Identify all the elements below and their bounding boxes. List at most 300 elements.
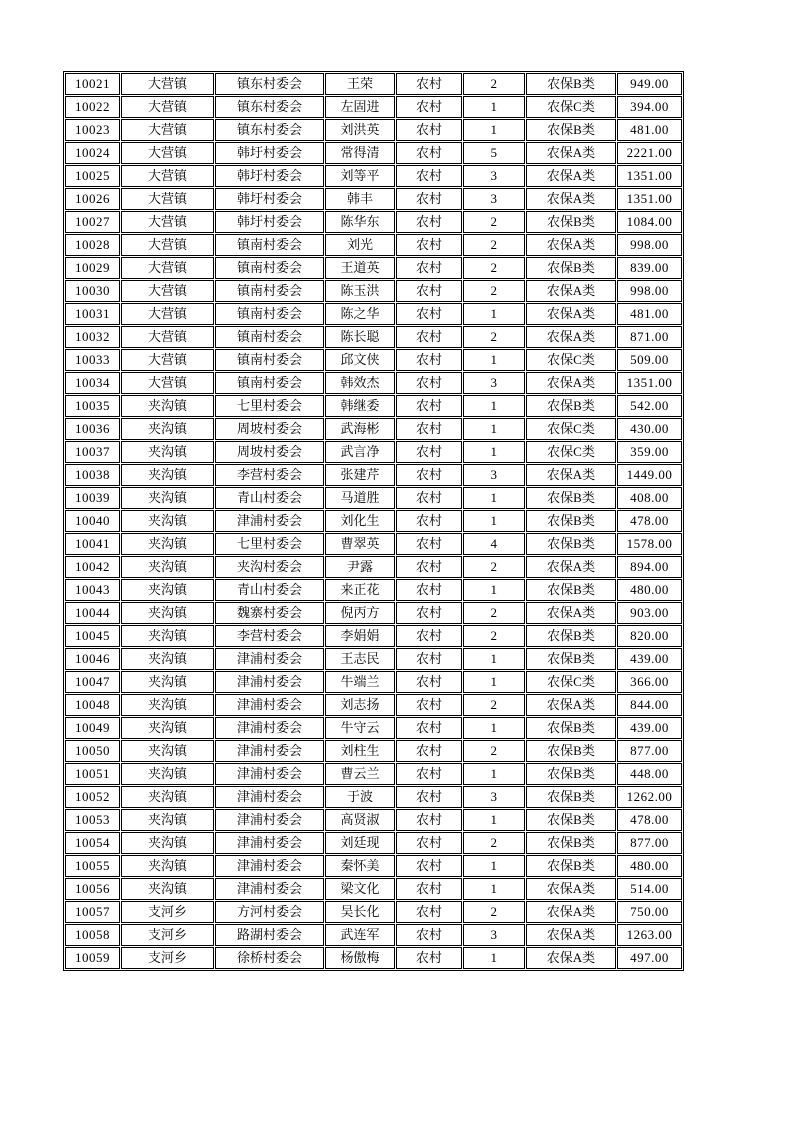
cell-town: 支河乡	[121, 947, 214, 969]
cell-town: 大营镇	[121, 96, 214, 118]
cell-village-committee: 津浦村委会	[215, 786, 324, 808]
cell-insurance-category: 农保C类	[526, 671, 616, 693]
cell-residence-type: 农村	[396, 487, 462, 509]
cell-serial-number: 10042	[65, 556, 120, 578]
cell-person-count: 2	[463, 234, 525, 256]
cell-amount: 903.00	[617, 602, 682, 624]
cell-residence-type: 农村	[396, 924, 462, 946]
cell-residence-type: 农村	[396, 533, 462, 555]
cell-amount: 478.00	[617, 510, 682, 532]
cell-village-committee: 镇南村委会	[215, 257, 324, 279]
cell-insurance-category: 农保C类	[526, 441, 616, 463]
cell-town: 夹沟镇	[121, 878, 214, 900]
cell-serial-number: 10037	[65, 441, 120, 463]
cell-insurance-category: 农保B类	[526, 763, 616, 785]
cell-person-name: 秦怀美	[325, 855, 395, 877]
cell-person-count: 1	[463, 648, 525, 670]
cell-village-committee: 七里村委会	[215, 395, 324, 417]
cell-amount: 448.00	[617, 763, 682, 785]
cell-serial-number: 10035	[65, 395, 120, 417]
cell-serial-number: 10058	[65, 924, 120, 946]
cell-residence-type: 农村	[396, 786, 462, 808]
cell-serial-number: 10055	[65, 855, 120, 877]
table-row	[65, 625, 682, 647]
cell-residence-type: 农村	[396, 234, 462, 256]
cell-person-count: 1	[463, 878, 525, 900]
cell-residence-type: 农村	[396, 349, 462, 371]
cell-residence-type: 农村	[396, 671, 462, 693]
cell-village-committee: 徐桥村委会	[215, 947, 324, 969]
cell-insurance-category: 农保B类	[526, 211, 616, 233]
cell-town: 支河乡	[121, 901, 214, 923]
table-row	[65, 671, 682, 693]
cell-person-name: 牛端兰	[325, 671, 395, 693]
cell-town: 大营镇	[121, 326, 214, 348]
cell-person-count: 2	[463, 257, 525, 279]
cell-village-committee: 津浦村委会	[215, 763, 324, 785]
cell-residence-type: 农村	[396, 901, 462, 923]
cell-residence-type: 农村	[396, 142, 462, 164]
cell-town: 夹沟镇	[121, 671, 214, 693]
cell-residence-type: 农村	[396, 211, 462, 233]
cell-residence-type: 农村	[396, 257, 462, 279]
cell-town: 夹沟镇	[121, 855, 214, 877]
cell-serial-number: 10028	[65, 234, 120, 256]
cell-village-committee: 津浦村委会	[215, 878, 324, 900]
cell-serial-number: 10044	[65, 602, 120, 624]
cell-town: 大营镇	[121, 119, 214, 141]
table-row	[65, 142, 682, 164]
cell-amount: 949.00	[617, 73, 682, 95]
cell-insurance-category: 农保B类	[526, 717, 616, 739]
cell-amount: 359.00	[617, 441, 682, 463]
cell-person-name: 韩效杰	[325, 372, 395, 394]
table-row	[65, 257, 682, 279]
cell-serial-number: 10025	[65, 165, 120, 187]
table-row	[65, 648, 682, 670]
cell-person-count: 1	[463, 947, 525, 969]
cell-residence-type: 农村	[396, 326, 462, 348]
cell-person-name: 曹云兰	[325, 763, 395, 785]
cell-amount: 439.00	[617, 648, 682, 670]
table-row	[65, 464, 682, 486]
cell-residence-type: 农村	[396, 418, 462, 440]
cell-person-count: 3	[463, 188, 525, 210]
cell-town: 夹沟镇	[121, 487, 214, 509]
cell-town: 大营镇	[121, 257, 214, 279]
cell-amount: 514.00	[617, 878, 682, 900]
table-row	[65, 441, 682, 463]
cell-person-count: 3	[463, 924, 525, 946]
cell-person-name: 武海彬	[325, 418, 395, 440]
cell-person-name: 韩继委	[325, 395, 395, 417]
cell-insurance-category: 农保A类	[526, 303, 616, 325]
cell-village-committee: 津浦村委会	[215, 694, 324, 716]
cell-village-committee: 镇南村委会	[215, 372, 324, 394]
cell-town: 夹沟镇	[121, 464, 214, 486]
cell-person-count: 1	[463, 395, 525, 417]
cell-person-count: 3	[463, 464, 525, 486]
cell-insurance-category: 农保B类	[526, 855, 616, 877]
cell-person-count: 3	[463, 165, 525, 187]
cell-residence-type: 农村	[396, 372, 462, 394]
cell-serial-number: 10026	[65, 188, 120, 210]
cell-town: 夹沟镇	[121, 579, 214, 601]
table-row	[65, 855, 682, 877]
cell-town: 夹沟镇	[121, 556, 214, 578]
cell-person-name: 陈之华	[325, 303, 395, 325]
cell-person-name: 左固进	[325, 96, 395, 118]
cell-amount: 750.00	[617, 901, 682, 923]
cell-village-committee: 津浦村委会	[215, 855, 324, 877]
cell-person-count: 1	[463, 510, 525, 532]
cell-town: 夹沟镇	[121, 441, 214, 463]
cell-insurance-category: 农保A类	[526, 188, 616, 210]
cell-serial-number: 10053	[65, 809, 120, 831]
table-row	[65, 303, 682, 325]
cell-serial-number: 10036	[65, 418, 120, 440]
cell-person-count: 1	[463, 119, 525, 141]
cell-person-name: 吴长化	[325, 901, 395, 923]
cell-town: 夹沟镇	[121, 809, 214, 831]
cell-town: 大营镇	[121, 372, 214, 394]
cell-town: 大营镇	[121, 211, 214, 233]
cell-insurance-category: 农保B类	[526, 395, 616, 417]
cell-town: 夹沟镇	[121, 648, 214, 670]
cell-person-name: 武言净	[325, 441, 395, 463]
cell-person-name: 刘化生	[325, 510, 395, 532]
cell-person-count: 5	[463, 142, 525, 164]
cell-serial-number: 10031	[65, 303, 120, 325]
table-row	[65, 211, 682, 233]
cell-amount: 877.00	[617, 832, 682, 854]
cell-village-committee: 周坡村委会	[215, 418, 324, 440]
cell-amount: 481.00	[617, 303, 682, 325]
cell-person-count: 1	[463, 717, 525, 739]
cell-residence-type: 农村	[396, 740, 462, 762]
cell-town: 夹沟镇	[121, 418, 214, 440]
cell-person-count: 1	[463, 763, 525, 785]
cell-amount: 839.00	[617, 257, 682, 279]
cell-person-count: 2	[463, 602, 525, 624]
cell-residence-type: 农村	[396, 395, 462, 417]
cell-person-count: 3	[463, 786, 525, 808]
cell-person-count: 1	[463, 855, 525, 877]
table-row	[65, 556, 682, 578]
cell-residence-type: 农村	[396, 717, 462, 739]
cell-insurance-category: 农保B类	[526, 786, 616, 808]
cell-amount: 1351.00	[617, 165, 682, 187]
cell-residence-type: 农村	[396, 510, 462, 532]
cell-serial-number: 10041	[65, 533, 120, 555]
cell-serial-number: 10045	[65, 625, 120, 647]
cell-serial-number: 10059	[65, 947, 120, 969]
cell-amount: 1578.00	[617, 533, 682, 555]
cell-person-name: 陈华东	[325, 211, 395, 233]
cell-town: 夹沟镇	[121, 717, 214, 739]
table-row	[65, 73, 682, 95]
cell-residence-type: 农村	[396, 947, 462, 969]
cell-person-name: 刘光	[325, 234, 395, 256]
cell-serial-number: 10040	[65, 510, 120, 532]
cell-person-name: 武连军	[325, 924, 395, 946]
cell-insurance-category: 农保B类	[526, 648, 616, 670]
table-row	[65, 947, 682, 969]
cell-residence-type: 农村	[396, 625, 462, 647]
cell-residence-type: 农村	[396, 763, 462, 785]
cell-residence-type: 农村	[396, 602, 462, 624]
cell-amount: 894.00	[617, 556, 682, 578]
cell-village-committee: 周坡村委会	[215, 441, 324, 463]
cell-person-count: 1	[463, 349, 525, 371]
cell-serial-number: 10034	[65, 372, 120, 394]
cell-person-name: 杨傲梅	[325, 947, 395, 969]
cell-serial-number: 10043	[65, 579, 120, 601]
cell-town: 夹沟镇	[121, 395, 214, 417]
cell-insurance-category: 农保B类	[526, 533, 616, 555]
table-row	[65, 602, 682, 624]
cell-amount: 439.00	[617, 717, 682, 739]
cell-amount: 998.00	[617, 280, 682, 302]
cell-person-name: 牛守云	[325, 717, 395, 739]
table-row	[65, 740, 682, 762]
cell-village-committee: 镇东村委会	[215, 119, 324, 141]
cell-residence-type: 农村	[396, 441, 462, 463]
cell-town: 大营镇	[121, 349, 214, 371]
cell-village-committee: 青山村委会	[215, 579, 324, 601]
cell-person-count: 2	[463, 694, 525, 716]
cell-person-count: 2	[463, 556, 525, 578]
cell-town: 大营镇	[121, 188, 214, 210]
cell-serial-number: 10057	[65, 901, 120, 923]
cell-person-count: 2	[463, 901, 525, 923]
cell-insurance-category: 农保B类	[526, 73, 616, 95]
cell-amount: 542.00	[617, 395, 682, 417]
cell-village-committee: 韩圩村委会	[215, 142, 324, 164]
cell-town: 夹沟镇	[121, 510, 214, 532]
cell-residence-type: 农村	[396, 855, 462, 877]
cell-insurance-category: 农保A类	[526, 326, 616, 348]
cell-person-count: 1	[463, 441, 525, 463]
cell-village-committee: 镇东村委会	[215, 73, 324, 95]
cell-insurance-category: 农保B类	[526, 119, 616, 141]
cell-residence-type: 农村	[396, 96, 462, 118]
cell-person-name: 李娟娟	[325, 625, 395, 647]
cell-amount: 509.00	[617, 349, 682, 371]
cell-insurance-category: 农保B类	[526, 832, 616, 854]
cell-residence-type: 农村	[396, 556, 462, 578]
cell-person-name: 于波	[325, 786, 395, 808]
cell-person-name: 张建芹	[325, 464, 395, 486]
cell-amount: 394.00	[617, 96, 682, 118]
cell-person-name: 常得清	[325, 142, 395, 164]
cell-insurance-category: 农保C类	[526, 418, 616, 440]
cell-amount: 1351.00	[617, 188, 682, 210]
cell-village-committee: 青山村委会	[215, 487, 324, 509]
cell-town: 夹沟镇	[121, 625, 214, 647]
table-row	[65, 96, 682, 118]
cell-insurance-category: 农保C类	[526, 349, 616, 371]
cell-insurance-category: 农保C类	[526, 96, 616, 118]
cell-serial-number: 10033	[65, 349, 120, 371]
cell-person-name: 梁文化	[325, 878, 395, 900]
cell-town: 夹沟镇	[121, 740, 214, 762]
cell-person-name: 王志民	[325, 648, 395, 670]
cell-amount: 871.00	[617, 326, 682, 348]
cell-amount: 497.00	[617, 947, 682, 969]
cell-insurance-category: 农保A类	[526, 372, 616, 394]
cell-person-count: 1	[463, 809, 525, 831]
cell-serial-number: 10032	[65, 326, 120, 348]
cell-person-name: 邱文侠	[325, 349, 395, 371]
cell-residence-type: 农村	[396, 119, 462, 141]
cell-insurance-category: 农保B类	[526, 257, 616, 279]
cell-amount: 877.00	[617, 740, 682, 762]
cell-residence-type: 农村	[396, 303, 462, 325]
cell-person-count: 2	[463, 73, 525, 95]
cell-town: 大营镇	[121, 165, 214, 187]
cell-person-name: 高贤淑	[325, 809, 395, 831]
table-row	[65, 809, 682, 831]
cell-person-count: 2	[463, 625, 525, 647]
cell-person-count: 1	[463, 96, 525, 118]
cell-serial-number: 10021	[65, 73, 120, 95]
cell-town: 大营镇	[121, 280, 214, 302]
cell-village-committee: 津浦村委会	[215, 740, 324, 762]
cell-village-committee: 李营村委会	[215, 464, 324, 486]
table-row	[65, 395, 682, 417]
cell-amount: 430.00	[617, 418, 682, 440]
table-row	[65, 901, 682, 923]
cell-village-committee: 镇东村委会	[215, 96, 324, 118]
cell-person-count: 2	[463, 740, 525, 762]
cell-person-count: 2	[463, 832, 525, 854]
cell-serial-number: 10023	[65, 119, 120, 141]
cell-residence-type: 农村	[396, 832, 462, 854]
cell-amount: 478.00	[617, 809, 682, 831]
cell-village-committee: 津浦村委会	[215, 832, 324, 854]
cell-person-name: 马道胜	[325, 487, 395, 509]
table-row	[65, 694, 682, 716]
table-row	[65, 717, 682, 739]
table-row	[65, 832, 682, 854]
cell-town: 大营镇	[121, 73, 214, 95]
table-row	[65, 372, 682, 394]
cell-residence-type: 农村	[396, 188, 462, 210]
cell-insurance-category: 农保B类	[526, 740, 616, 762]
cell-town: 夹沟镇	[121, 694, 214, 716]
table-row	[65, 326, 682, 348]
cell-village-committee: 镇南村委会	[215, 303, 324, 325]
cell-insurance-category: 农保A类	[526, 234, 616, 256]
table-row	[65, 763, 682, 785]
cell-amount: 820.00	[617, 625, 682, 647]
cell-amount: 480.00	[617, 855, 682, 877]
cell-person-name: 王荣	[325, 73, 395, 95]
cell-village-committee: 夹沟村委会	[215, 556, 324, 578]
cell-person-name: 陈长聪	[325, 326, 395, 348]
cell-person-count: 2	[463, 280, 525, 302]
table-row	[65, 878, 682, 900]
cell-residence-type: 农村	[396, 73, 462, 95]
cell-serial-number: 10030	[65, 280, 120, 302]
cell-amount: 1262.00	[617, 786, 682, 808]
cell-serial-number: 10056	[65, 878, 120, 900]
cell-person-count: 1	[463, 671, 525, 693]
cell-village-committee: 李营村委会	[215, 625, 324, 647]
cell-serial-number: 10054	[65, 832, 120, 854]
cell-person-count: 1	[463, 487, 525, 509]
cell-serial-number: 10039	[65, 487, 120, 509]
table-row	[65, 924, 682, 946]
cell-person-name: 陈玉洪	[325, 280, 395, 302]
cell-amount: 480.00	[617, 579, 682, 601]
cell-insurance-category: 农保B类	[526, 510, 616, 532]
table-row	[65, 487, 682, 509]
cell-town: 大营镇	[121, 234, 214, 256]
cell-insurance-category: 农保A类	[526, 901, 616, 923]
cell-town: 支河乡	[121, 924, 214, 946]
cell-serial-number: 10049	[65, 717, 120, 739]
cell-amount: 2221.00	[617, 142, 682, 164]
cell-insurance-category: 农保A类	[526, 878, 616, 900]
cell-serial-number: 10038	[65, 464, 120, 486]
cell-serial-number: 10051	[65, 763, 120, 785]
cell-residence-type: 农村	[396, 648, 462, 670]
cell-residence-type: 农村	[396, 694, 462, 716]
cell-person-name: 曹翠英	[325, 533, 395, 555]
cell-person-name: 刘志扬	[325, 694, 395, 716]
cell-serial-number: 10052	[65, 786, 120, 808]
table-row	[65, 188, 682, 210]
cell-person-count: 1	[463, 303, 525, 325]
cell-insurance-category: 农保B类	[526, 579, 616, 601]
cell-village-committee: 方河村委会	[215, 901, 324, 923]
cell-amount: 1084.00	[617, 211, 682, 233]
cell-person-count: 1	[463, 418, 525, 440]
cell-village-committee: 魏寨村委会	[215, 602, 324, 624]
cell-town: 大营镇	[121, 303, 214, 325]
cell-person-name: 来正花	[325, 579, 395, 601]
cell-town: 夹沟镇	[121, 763, 214, 785]
cell-village-committee: 七里村委会	[215, 533, 324, 555]
cell-person-count: 2	[463, 211, 525, 233]
cell-person-name: 刘等平	[325, 165, 395, 187]
cell-village-committee: 路湖村委会	[215, 924, 324, 946]
cell-village-committee: 津浦村委会	[215, 510, 324, 532]
cell-insurance-category: 农保A类	[526, 165, 616, 187]
cell-village-committee: 津浦村委会	[215, 717, 324, 739]
cell-amount: 366.00	[617, 671, 682, 693]
cell-insurance-category: 农保A类	[526, 280, 616, 302]
table-row	[65, 119, 682, 141]
cell-insurance-category: 农保B类	[526, 625, 616, 647]
cell-insurance-category: 农保A类	[526, 464, 616, 486]
table-row	[65, 786, 682, 808]
cell-serial-number: 10047	[65, 671, 120, 693]
cell-insurance-category: 农保B类	[526, 809, 616, 831]
cell-person-name: 倪丙方	[325, 602, 395, 624]
table-row	[65, 349, 682, 371]
cell-insurance-category: 农保A类	[526, 142, 616, 164]
cell-residence-type: 农村	[396, 464, 462, 486]
cell-town: 夹沟镇	[121, 832, 214, 854]
cell-person-name: 王道英	[325, 257, 395, 279]
cell-town: 夹沟镇	[121, 533, 214, 555]
cell-village-committee: 津浦村委会	[215, 648, 324, 670]
cell-serial-number: 10050	[65, 740, 120, 762]
cell-town: 大营镇	[121, 142, 214, 164]
